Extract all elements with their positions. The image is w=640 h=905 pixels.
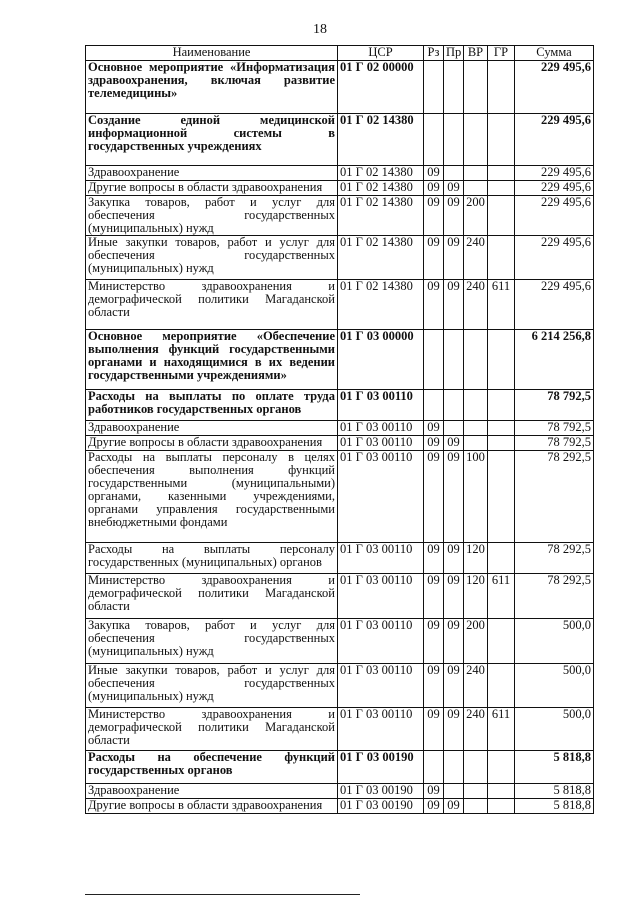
cell-gr [488, 664, 515, 708]
cell-csr: 01 Г 02 14380 [338, 166, 424, 181]
cell-pr: 09 [444, 664, 464, 708]
header-rz: Рз [424, 46, 444, 61]
cell-name: Расходы на обеспечение функций государственных органов [86, 751, 338, 784]
cell-sum: 500,0 [515, 619, 594, 664]
cell-vr [464, 114, 488, 166]
cell-gr [488, 436, 515, 451]
cell-vr [464, 751, 488, 784]
cell-sum: 78 292,5 [515, 451, 594, 543]
cell-name: Расходы на выплаты персоналу государственных (муниципальных) органов [86, 543, 338, 574]
footer-rule [85, 894, 360, 895]
cell-pr [444, 166, 464, 181]
header-vr: ВР [464, 46, 488, 61]
header-pr: Пр [444, 46, 464, 61]
cell-rz: 09 [424, 664, 444, 708]
cell-rz: 09 [424, 421, 444, 436]
cell-rz: 09 [424, 784, 444, 799]
cell-pr: 09 [444, 196, 464, 236]
cell-pr [444, 114, 464, 166]
cell-csr: 01 Г 03 00190 [338, 784, 424, 799]
cell-pr [444, 61, 464, 114]
cell-vr: 240 [464, 664, 488, 708]
cell-rz: 09 [424, 619, 444, 664]
cell-csr: 01 Г 03 00110 [338, 708, 424, 751]
cell-vr: 100 [464, 451, 488, 543]
cell-vr [464, 181, 488, 196]
table-header-row [86, 46, 594, 61]
cell-name: Другие вопросы в области здравоохранения [86, 799, 338, 814]
cell-gr: 611 [488, 708, 515, 751]
cell-rz: 09 [424, 181, 444, 196]
cell-sum: 500,0 [515, 664, 594, 708]
table-row [86, 451, 594, 543]
cell-pr: 09 [444, 181, 464, 196]
cell-rz [424, 61, 444, 114]
header-sum: Сумма [515, 46, 594, 61]
cell-vr [464, 421, 488, 436]
table-body [86, 61, 594, 814]
header-name: Наименование [86, 46, 338, 61]
cell-rz [424, 330, 444, 390]
table-row [86, 280, 594, 330]
table-row [86, 751, 594, 784]
cell-vr [464, 390, 488, 421]
cell-vr: 240 [464, 280, 488, 330]
cell-gr [488, 196, 515, 236]
table-row [86, 436, 594, 451]
cell-name: Здравоохранение [86, 166, 338, 181]
cell-vr: 120 [464, 543, 488, 574]
table-row [86, 421, 594, 436]
cell-rz: 09 [424, 574, 444, 619]
cell-csr: 01 Г 02 14380 [338, 114, 424, 166]
cell-name: Основное мероприятие «Информатизация здравоохранения, включая развитие телемедицины» [86, 61, 338, 114]
cell-pr: 09 [444, 236, 464, 280]
cell-name: Министерство здравоохранения и демографической политики Магаданской области [86, 574, 338, 619]
cell-name: Иные закупки товаров, работ и услуг для обеспечения государственных (муниципальных) нужд [86, 236, 338, 280]
cell-csr: 01 Г 03 00000 [338, 330, 424, 390]
cell-pr [444, 330, 464, 390]
cell-pr: 09 [444, 451, 464, 543]
cell-csr: 01 Г 03 00110 [338, 664, 424, 708]
cell-gr: 611 [488, 574, 515, 619]
cell-gr [488, 799, 515, 814]
cell-sum: 78 792,5 [515, 436, 594, 451]
cell-gr [488, 451, 515, 543]
cell-gr [488, 784, 515, 799]
cell-name: Иные закупки товаров, работ и услуг для обеспечения государственных (муниципальных) нужд [86, 664, 338, 708]
cell-rz [424, 390, 444, 421]
cell-vr [464, 784, 488, 799]
cell-gr [488, 751, 515, 784]
header-gr: ГР [488, 46, 515, 61]
cell-csr: 01 Г 02 14380 [338, 236, 424, 280]
cell-pr: 09 [444, 436, 464, 451]
cell-sum: 500,0 [515, 708, 594, 751]
cell-rz: 09 [424, 799, 444, 814]
cell-rz [424, 751, 444, 784]
table-row [86, 61, 594, 114]
cell-csr: 01 Г 03 00190 [338, 751, 424, 784]
table-row [86, 114, 594, 166]
cell-sum: 229 495,6 [515, 236, 594, 280]
cell-sum: 5 818,8 [515, 751, 594, 784]
cell-rz: 09 [424, 166, 444, 181]
cell-rz: 09 [424, 451, 444, 543]
cell-rz: 09 [424, 196, 444, 236]
cell-csr: 01 Г 03 00110 [338, 451, 424, 543]
cell-pr: 09 [444, 799, 464, 814]
cell-pr: 09 [444, 280, 464, 330]
cell-gr [488, 114, 515, 166]
table-row [86, 181, 594, 196]
table-row [86, 619, 594, 664]
table-row [86, 799, 594, 814]
cell-name: Закупка товаров, работ и услуг для обеспечения государственных (муниципальных) нужд [86, 619, 338, 664]
cell-pr [444, 421, 464, 436]
cell-csr: 01 Г 03 00110 [338, 421, 424, 436]
cell-name: Закупка товаров, работ и услуг для обеспечения государственных (муниципальных) нужд [86, 196, 338, 236]
cell-csr: 01 Г 03 00190 [338, 799, 424, 814]
cell-rz: 09 [424, 708, 444, 751]
cell-csr: 01 Г 02 14380 [338, 181, 424, 196]
cell-sum: 78 792,5 [515, 390, 594, 421]
cell-csr: 01 Г 03 00110 [338, 390, 424, 421]
cell-csr: 01 Г 03 00110 [338, 574, 424, 619]
table-row [86, 708, 594, 751]
cell-pr [444, 751, 464, 784]
cell-name: Другие вопросы в области здравоохранения [86, 181, 338, 196]
cell-sum: 229 495,6 [515, 114, 594, 166]
cell-sum: 78 292,5 [515, 574, 594, 619]
cell-name: Министерство здравоохранения и демографической политики Магаданской области [86, 280, 338, 330]
table-row [86, 574, 594, 619]
cell-csr: 01 Г 03 00110 [338, 436, 424, 451]
cell-gr [488, 421, 515, 436]
cell-gr [488, 181, 515, 196]
cell-pr: 09 [444, 708, 464, 751]
cell-vr [464, 166, 488, 181]
cell-sum: 78 292,5 [515, 543, 594, 574]
cell-sum: 5 818,8 [515, 799, 594, 814]
cell-sum: 229 495,6 [515, 61, 594, 114]
cell-rz: 09 [424, 543, 444, 574]
cell-gr [488, 236, 515, 280]
cell-vr [464, 436, 488, 451]
cell-rz: 09 [424, 236, 444, 280]
cell-pr: 09 [444, 543, 464, 574]
cell-vr: 240 [464, 236, 488, 280]
cell-gr: 611 [488, 280, 515, 330]
cell-pr [444, 784, 464, 799]
table-row [86, 390, 594, 421]
cell-pr: 09 [444, 619, 464, 664]
cell-vr: 200 [464, 196, 488, 236]
cell-sum: 78 792,5 [515, 421, 594, 436]
cell-name: Основное мероприятие «Обеспечение выполнения функций государственными органами и находящимися в их ведении государственными учреждениями» [86, 330, 338, 390]
cell-gr [488, 390, 515, 421]
cell-vr [464, 330, 488, 390]
cell-gr [488, 61, 515, 114]
cell-name: Здравоохранение [86, 421, 338, 436]
table-row [86, 166, 594, 181]
cell-sum: 5 818,8 [515, 784, 594, 799]
cell-vr: 120 [464, 574, 488, 619]
cell-pr: 09 [444, 574, 464, 619]
cell-csr: 01 Г 02 14380 [338, 196, 424, 236]
table-row [86, 664, 594, 708]
cell-sum: 229 495,6 [515, 181, 594, 196]
page-number: 18 [313, 22, 327, 37]
cell-sum: 229 495,6 [515, 280, 594, 330]
cell-gr [488, 619, 515, 664]
table-row [86, 784, 594, 799]
cell-gr [488, 166, 515, 181]
cell-rz: 09 [424, 436, 444, 451]
cell-csr: 01 Г 03 00110 [338, 543, 424, 574]
table-row [86, 196, 594, 236]
cell-pr [444, 390, 464, 421]
cell-vr: 240 [464, 708, 488, 751]
cell-name: Расходы на выплаты персоналу в целях обеспечения выполнения функций государственными (муниципальными) органами, казенными учреждениями, органами управления государственными внебюджетными фондами [86, 451, 338, 543]
cell-csr: 01 Г 03 00110 [338, 619, 424, 664]
header-csr: ЦСР [338, 46, 424, 61]
cell-csr: 01 Г 02 00000 [338, 61, 424, 114]
cell-name: Расходы на выплаты по оплате труда работников государственных органов [86, 390, 338, 421]
cell-name: Здравоохранение [86, 784, 338, 799]
cell-csr: 01 Г 02 14380 [338, 280, 424, 330]
cell-vr [464, 799, 488, 814]
cell-gr [488, 330, 515, 390]
budget-table [85, 45, 594, 814]
cell-name: Создание единой медицинской информационной системы в государственных учреждениях [86, 114, 338, 166]
cell-name: Министерство здравоохранения и демографической политики Магаданской области [86, 708, 338, 751]
cell-sum: 6 214 256,8 [515, 330, 594, 390]
table-row [86, 543, 594, 574]
cell-vr: 200 [464, 619, 488, 664]
cell-name: Другие вопросы в области здравоохранения [86, 436, 338, 451]
cell-gr [488, 543, 515, 574]
cell-sum: 229 495,6 [515, 166, 594, 181]
table-row [86, 236, 594, 280]
table-row [86, 330, 594, 390]
cell-rz: 09 [424, 280, 444, 330]
cell-rz [424, 114, 444, 166]
cell-vr [464, 61, 488, 114]
cell-sum: 229 495,6 [515, 196, 594, 236]
